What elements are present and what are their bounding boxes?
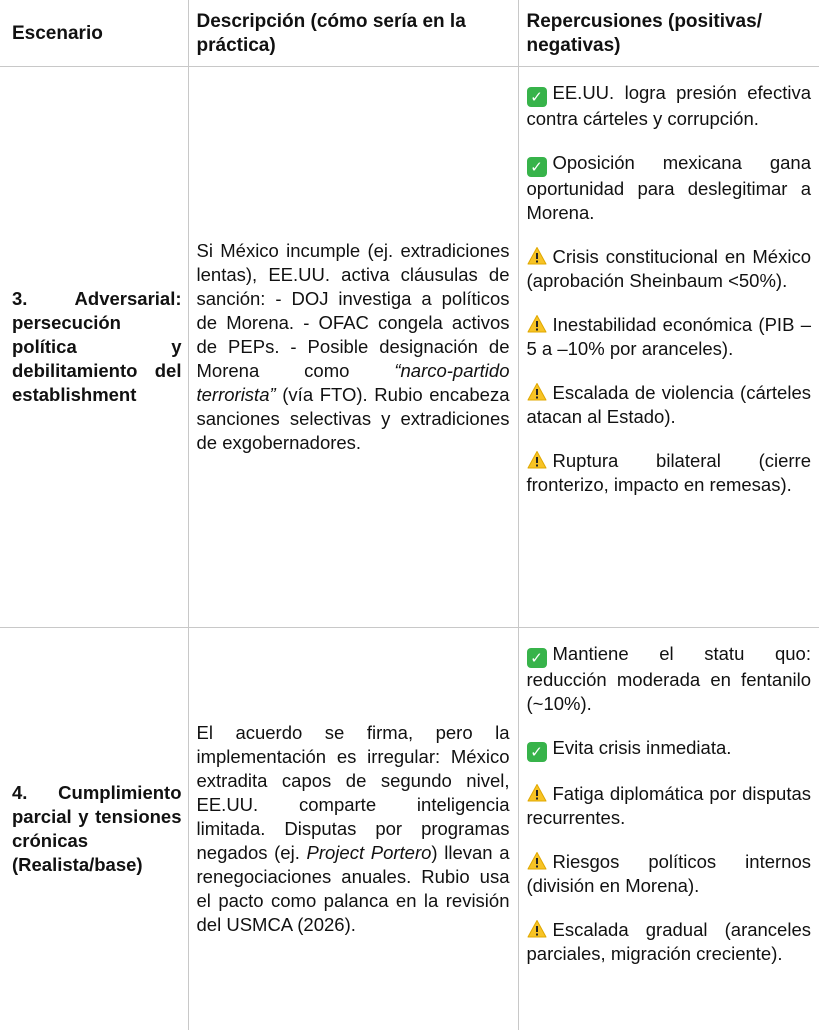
repercussion-item	[527, 151, 812, 225]
description-text: ) llevan a renegociaciones anuales. Rubio usa el pacto como palanca en la revisión del USMCA (2026).	[197, 842, 510, 935]
repercussion-item	[527, 736, 812, 762]
repercussion-text: Ruptura bilateral (cierre fronterizo, impacto en remesas).	[527, 450, 812, 495]
warning-icon	[527, 382, 547, 402]
repercussion-text: Riesgos políticos internos (división en Morena).	[527, 851, 812, 896]
repercussions-cell	[518, 67, 819, 628]
table-row	[0, 628, 819, 1030]
repercussion-text: EE.UU. logra presión efectiva contra cárteles y corrupción.	[527, 82, 812, 129]
header-repercusiones: Repercusiones (positivas/ negativas)	[518, 0, 819, 67]
repercussion-text: Escalada gradual (aranceles parciales, migración creciente).	[527, 919, 812, 964]
table-row	[0, 67, 819, 628]
scenario-cell: 4. Cumplimiento parcial y tensiones crónicas (Realista/base)	[0, 628, 188, 1030]
warning-icon	[527, 314, 547, 334]
repercussion-item	[527, 81, 812, 131]
warning-icon	[527, 783, 547, 803]
header-escenario: Escenario	[0, 0, 188, 67]
warning-icon	[527, 851, 547, 871]
repercussion-text: Crisis constitucional en México (aprobación Sheinbaum <50%).	[527, 246, 812, 291]
repercussion-text: Mantiene el statu quo: reducción moderada en fentanilo (~10%).	[527, 643, 812, 714]
repercussion-item	[527, 782, 812, 830]
scenario-cell: 3. Adversarial: persecución política y debilitamiento del establishment	[0, 67, 188, 628]
check-icon: ✓	[527, 87, 547, 107]
repercussion-text: Evita crisis inmediata.	[553, 737, 732, 758]
repercussion-item	[527, 850, 812, 898]
repercussion-text: Oposición mexicana gana oportunidad para deslegitimar a Morena.	[527, 152, 812, 223]
repercussion-text: Escalada de violencia (cárteles atacan al Estado).	[527, 382, 812, 427]
description-text: El acuerdo se firma, pero la implementación es irregular: México extradita capos de segundo nivel, EE.UU. comparte inteligencia limitada. Disputas por programas negados (ej.	[197, 722, 510, 863]
header-descripcion: Descripción (cómo sería en la práctica)	[188, 0, 518, 67]
repercussion-item	[527, 313, 812, 361]
repercussion-text: Fatiga diplomática por disputas recurrentes.	[527, 783, 812, 828]
description-cell	[188, 628, 518, 1030]
repercussion-item	[527, 642, 812, 716]
check-icon: ✓	[527, 648, 547, 668]
repercussion-item	[527, 381, 812, 429]
description-emphasis: Project Portero	[307, 842, 432, 863]
warning-icon	[527, 246, 547, 266]
repercussion-item	[527, 918, 812, 966]
repercussions-cell	[518, 628, 819, 1030]
description-cell	[188, 67, 518, 628]
check-icon: ✓	[527, 157, 547, 177]
description-emphasis: “narco-partido terrorista”	[197, 360, 510, 405]
repercussion-item	[527, 449, 812, 497]
description-text: (vía FTO). Rubio encabeza sanciones selectivas y extradiciones de exgobernadores.	[197, 384, 510, 453]
repercussion-text: Inestabilidad económica (PIB –5 a –10% por aranceles).	[527, 314, 812, 359]
description-text: Si México incumple (ej. extradiciones lentas), EE.UU. activa cláusulas de sanción: - DOJ investiga a políticos de Morena. - OFAC congela activos de PEPs. - Posible designación de Morena como	[197, 240, 510, 381]
table-header-row	[0, 0, 819, 67]
warning-icon	[527, 919, 547, 939]
warning-icon	[527, 450, 547, 470]
check-icon: ✓	[527, 742, 547, 762]
repercussion-item	[527, 245, 812, 293]
